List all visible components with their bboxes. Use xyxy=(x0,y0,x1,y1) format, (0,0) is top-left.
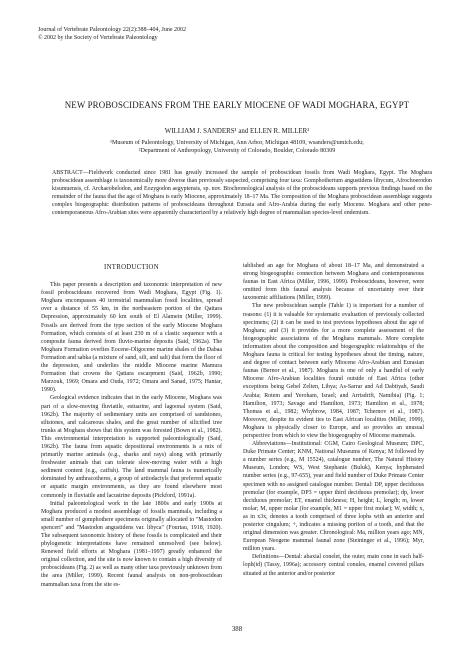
affiliations xyxy=(0,139,474,156)
affiliation-2: ²Department of Anthropology, University of Colorado, Boulder, Colorado 80309 xyxy=(138,148,336,155)
left-column xyxy=(41,258,222,589)
right-column xyxy=(243,262,424,578)
paragraph: The new proboscidean sample (Table 1) is important for a number of reasons: (1) it is valuable for systematic evaluation of previously collected specimens; (2) it can be used to test previous hypotheses about the age of Moghara; and (3) it provides for a more complete assessment of the biogeographic associations of the Moghara mammals. More complete information about the composition and biogeographic relationships of the Moghara fauna is critical for testing hypotheses about the timing, nature, and degree of contact between early Miocene Afro-Arabian and Eurasian faunas (Bernor et al., 1987). Moghara is one of only a handful of early Miocene Afro-Arabian localities found outside of East Africa (other exceptions being Gebel Zelten, Libya; As-Sarrar and Ad Dabtiyah, Saudi Arabia; Rotem and Yeroham, Israel; and Arrisdrift, Namibia) (Fig. 1; Hamilton, 1973; Savage and Hamilton, 1973; Hamilton et al., 1978; Thomas et al., 1982; Whybrow, 1984, 1987; Tchernov et al., 1987). Moreover, despite its evident ties to East African localities (Miller, 1999), Moghara is physically closer to Europe, and so provides an unusual perspective from which to view the biogeography of Miocene mammals. xyxy=(243,303,424,439)
journal-header xyxy=(38,27,186,42)
paper-title: NEW PROBOSCIDEANS FROM THE EARLY MIOCENE OF WADI MOGHARA, EGYPT xyxy=(64,100,410,110)
journal-citation: Journal of Vertebrate Paleontology 22(2):388–404, June 2002 xyxy=(38,27,187,33)
page-number: 388 xyxy=(231,626,243,633)
section-heading-introduction: INTRODUCTION xyxy=(104,264,159,271)
abbreviations-paragraph: Abbreviations—Institutional: CGM, Cairo Geological Museum; DPC, Duke Primate Center; KNM, National Museums of Kenya; M followed by a number series (e.g., M 15524), catalogue number, The Natural History Museum, London; WS, West Stephanie (Buluk), Kenya; hyphenated number series (e.g., 97-655), year and field number of Duke Primate Center specimen with no assigned catalogue number. Dental: DP, upper deciduous premolar (for example, DP3 = upper third deciduous premolar); dp, lower deciduous premolar; ET, enamel thickness; H, height; L, length; m, lower molar; M, upper molar (for example, M1 = upper first molar); W, width; x, as in x3x, denotes a tooth comprised of three lophs with an anterior and posterior cingulum; +, indicates a missing portion of a tooth, and that the original dimension was greater. Chronological: Ma, million years ago; MN, European Neogene mammal faunal zone (Steininger et al., 1996); Myr, million years. xyxy=(243,441,424,553)
paragraph: Initial paleontological work in the late 1800s and early 1900s at Moghara produced a modest assemblage of fossils mammals, including a small number of gomphothere specimens originally allocated to "Mastodon spenceri" and "Mastodon angustidens var. libyca" (Fourtau, 1918, 1920). The subsequent taxonomic history of these fossils is complicated and their phylogenetic interpretations have remained unresolved (see below). Renewed field efforts at Moghara (1981–1997) greatly enhanced the original collection, and the site is now known to contain a high diversity of proboscideans (Fig. 2) as well as many other taxa previously unknown from the area (Miller, 1999). Recent faunal analysis on non-proboscidean mammalian taxa from the site es- xyxy=(41,500,222,588)
author-line: WILLIAM J. SANDERS¹ and ELLEN R. MILLER² xyxy=(164,128,310,135)
paragraph: tablished an age for Moghara of about 18–17 Ma, and demonstrated a strong biogeographic connection between Moghara and contemporaneous faunas in East Africa (Miller, 1996, 1999). Proboscideans, however, were omitted from this faunal analysis because of uncertainty over their taxonomic affiliations (Miller, 1999). xyxy=(243,263,424,302)
affiliation-1: ¹Museum of Paleontology, University of Michigan, Ann Arbor, Michigan 48109, wsanders@umich.edu; xyxy=(110,140,364,146)
paragraph: Geological evidence indicates that in the early Miocene, Moghara was part of a slow-moving fluviatile, estuarine, and lagoonal system (Said, 1962b). The majority of sedimentary units are comprised of sandstones, siltstones, and calcareous shales, and the great number of silicified tree trunks at Moghara shows that this system was forested (Bown et al., 1982). This environmental interpretation is supported paleontologically (Said, 1962b). The fauna from aquatic depositional environments is a mix of primarily marine animals (e.g., sharks and rays) along with primarily freshwater animals that can tolerate slow-moving water with a high sediment content (e.g., catfish). The land mammal fauna is numerically dominated by anthracotheres, a group of artiodactyls that preferred aquatic or aquatic margin environments, as they are found elsewhere most commonly in fluviatile and lacustrine deposits (Pickford, 1991a). xyxy=(41,395,222,499)
abstract: ABSTRACT—Fieldwork conducted since 1981 has greatly increased the sample of proboscidean fossils from Wadi Moghara, Egypt. The Moghara proboscidean assemblage is taxonomically more diverse than previously suspected, comprising four taxa: Gomphotherium angustidens libycum, Afrochoerodon kisumuensis, cf. Archaeobelodon, and Eozygodon aegyptensis, sp. nov. Biochronological analysis of the proboscideans supports previous findings based on the remainder of the fauna that the age of Moghara is early Miocene, approximately 18–17 Ma. The composition of the Moghara proboscidean assemblage suggests complex biogeographic distribution patterns of proboscideans throughout Eurasia and Afro-Arabia during the early Miocene. Moghara and other pene-contemporaneous Afro-Arabian sites were apparently characterized by a relatively high degree of mammalian species-level endemism. xyxy=(52,170,432,217)
copyright-line: © 2002 by the Society of Vertebrate Paleontology xyxy=(38,34,158,41)
paragraph: This paper presents a description and taxonomic interpretation of new fossil proboscideans recovered from Wadi Moghara, Egypt (Fig. 1). Moghara encompasses 40 terrestrial mammalian fossil localities, spread over a distance of 55 km, in the northeastern portion of the Qattara Depression, approximately 60 km south of El Alamein (Miller, 1999). Fossils are derived from the type section of the early Miocene Moghara Formation, which consists of at least 230 m of a clastic sequence with a composite fauna derived from fluvio-marine deposits (Said, 1962a). The Moghara Formation overlies Eocene-Oligocene marine shales of the Dabaa Formation and sabka (a mixture of sand, silt, and salt) that form the floor of the depression, and underlies the middle Miocene marine Mamura Formation that crowns the Qattara escarpment (Said, 1962b, 1990; Marzouk, 1969; Omara and Ouda, 1972; Omara and Sanad, 1975; Hantar, 1990). xyxy=(41,282,222,394)
definitions-paragraph: Definitions—Dental: abaxial conelet, the outer, main cone in each half-loph(id) (Tassy, 1996a); accessory central conules, enamel covered pillars situated at the anterior and/or posterior xyxy=(243,554,424,577)
